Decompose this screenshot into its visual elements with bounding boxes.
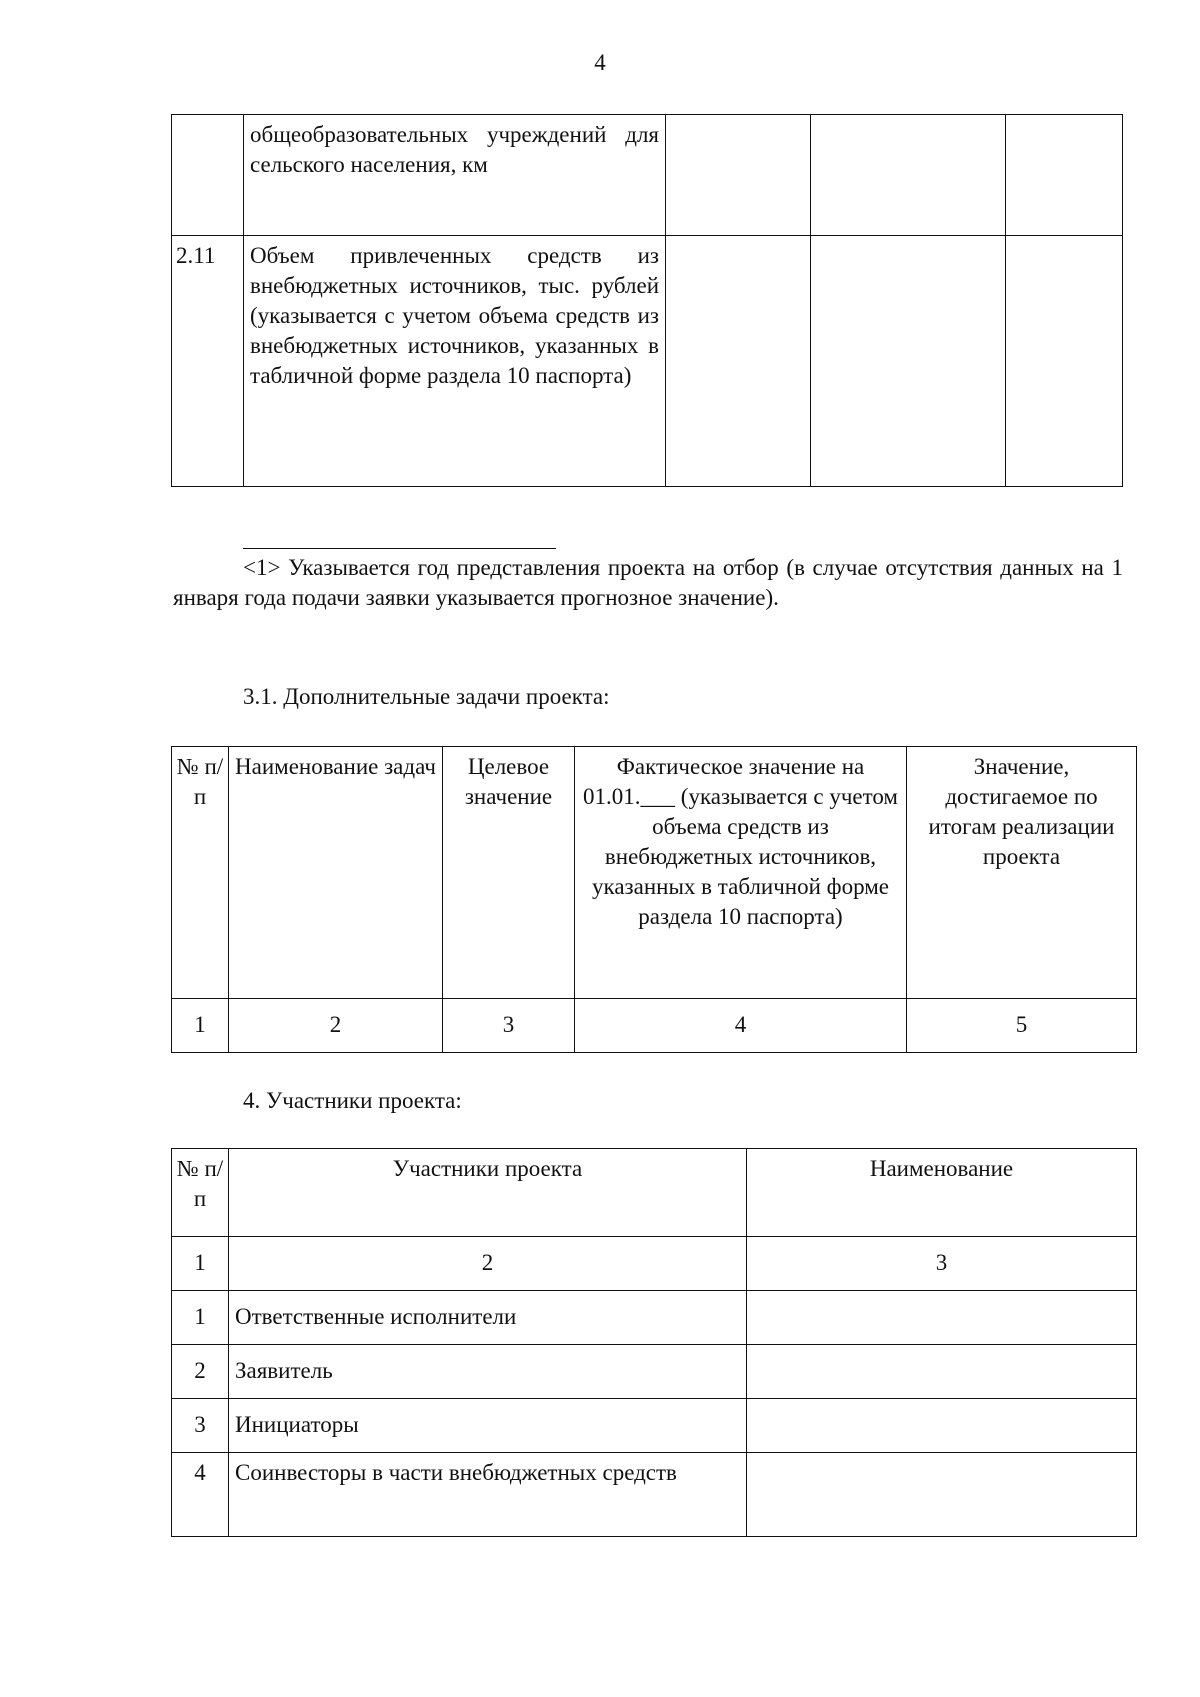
page-number: 4 <box>594 50 606 75</box>
section-4-title: 4. Участники проекта: <box>243 1088 462 1113</box>
column-number: 2 <box>229 999 443 1053</box>
participant-cell: Соинвесторы в части внебюджетных средств <box>229 1453 747 1537</box>
row-number-cell: 2 <box>172 1345 229 1399</box>
participant-cell: Ответственные исполнители <box>229 1291 747 1345</box>
column-numbers-row <box>172 999 1137 1053</box>
column-number: 1 <box>172 1237 229 1291</box>
participant-cell: Заявитель <box>229 1345 747 1399</box>
table-header-row <box>172 1149 1137 1237</box>
header-actual-value: Фактическое значение на 01.01.___ (указывается с учетом объема средств из внебюджетных источников, указанных в табличной форме раздела 10 паспорта) <box>575 747 907 999</box>
empty-cell <box>1006 236 1123 487</box>
table-row <box>172 1291 1137 1345</box>
name-cell <box>747 1453 1137 1537</box>
header-achieved-value: Значение, достигаемое по итогам реализации проекта <box>907 747 1137 999</box>
table-row <box>172 236 1123 487</box>
header-number: № п/п <box>172 1149 229 1237</box>
row-number-cell: 2.11 <box>172 236 244 487</box>
indicator-name-cell: Объем привлеченных средств из внебюджетных источников, тыс. рублей (указывается с учетом объема средств из внебюджетных источников, указанных в табличной форме раздела 10 паспорта) <box>244 236 666 487</box>
indicators-table-continuation <box>171 114 1123 487</box>
column-number: 5 <box>907 999 1137 1053</box>
empty-cell <box>666 115 811 236</box>
column-number: 4 <box>575 999 907 1053</box>
name-cell <box>747 1291 1137 1345</box>
header-name: Наименование <box>747 1149 1137 1237</box>
empty-cell <box>1006 115 1123 236</box>
row-number-cell: 4 <box>172 1453 229 1537</box>
section-3-1-title: 3.1. Дополнительные задачи проекта: <box>243 684 610 709</box>
table-row <box>172 1399 1137 1453</box>
column-number: 2 <box>229 1237 747 1291</box>
footnote-text: <1> Указывается год представления проекта на отбор (в случае отсутствия данных на 1 января года подачи заявки указывается прогнозное значение). <box>173 555 1123 610</box>
row-number-cell: 3 <box>172 1399 229 1453</box>
empty-cell <box>811 115 1006 236</box>
footnote-divider <box>243 548 556 549</box>
header-task-name: Наименование задач <box>229 747 443 999</box>
column-number: 3 <box>747 1237 1137 1291</box>
additional-tasks-table <box>171 746 1137 1053</box>
row-number-cell: 1 <box>172 1291 229 1345</box>
name-cell <box>747 1345 1137 1399</box>
table-header-row <box>172 747 1137 999</box>
name-cell <box>747 1399 1137 1453</box>
row-number-cell <box>172 115 244 236</box>
column-number: 3 <box>443 999 575 1053</box>
empty-cell <box>666 236 811 487</box>
table-row <box>172 1345 1137 1399</box>
column-numbers-row <box>172 1237 1137 1291</box>
participant-cell: Инициаторы <box>229 1399 747 1453</box>
table-row <box>172 115 1123 236</box>
column-number: 1 <box>172 999 229 1053</box>
indicator-name-cell: общеобразовательных учреждений для сельского населения, км <box>244 115 666 236</box>
project-participants-table <box>171 1148 1137 1537</box>
header-target-value: Целевое значение <box>443 747 575 999</box>
empty-cell <box>811 236 1006 487</box>
table-row <box>172 1453 1137 1537</box>
header-number: № п/п <box>172 747 229 999</box>
header-participants: Участники проекта <box>229 1149 747 1237</box>
